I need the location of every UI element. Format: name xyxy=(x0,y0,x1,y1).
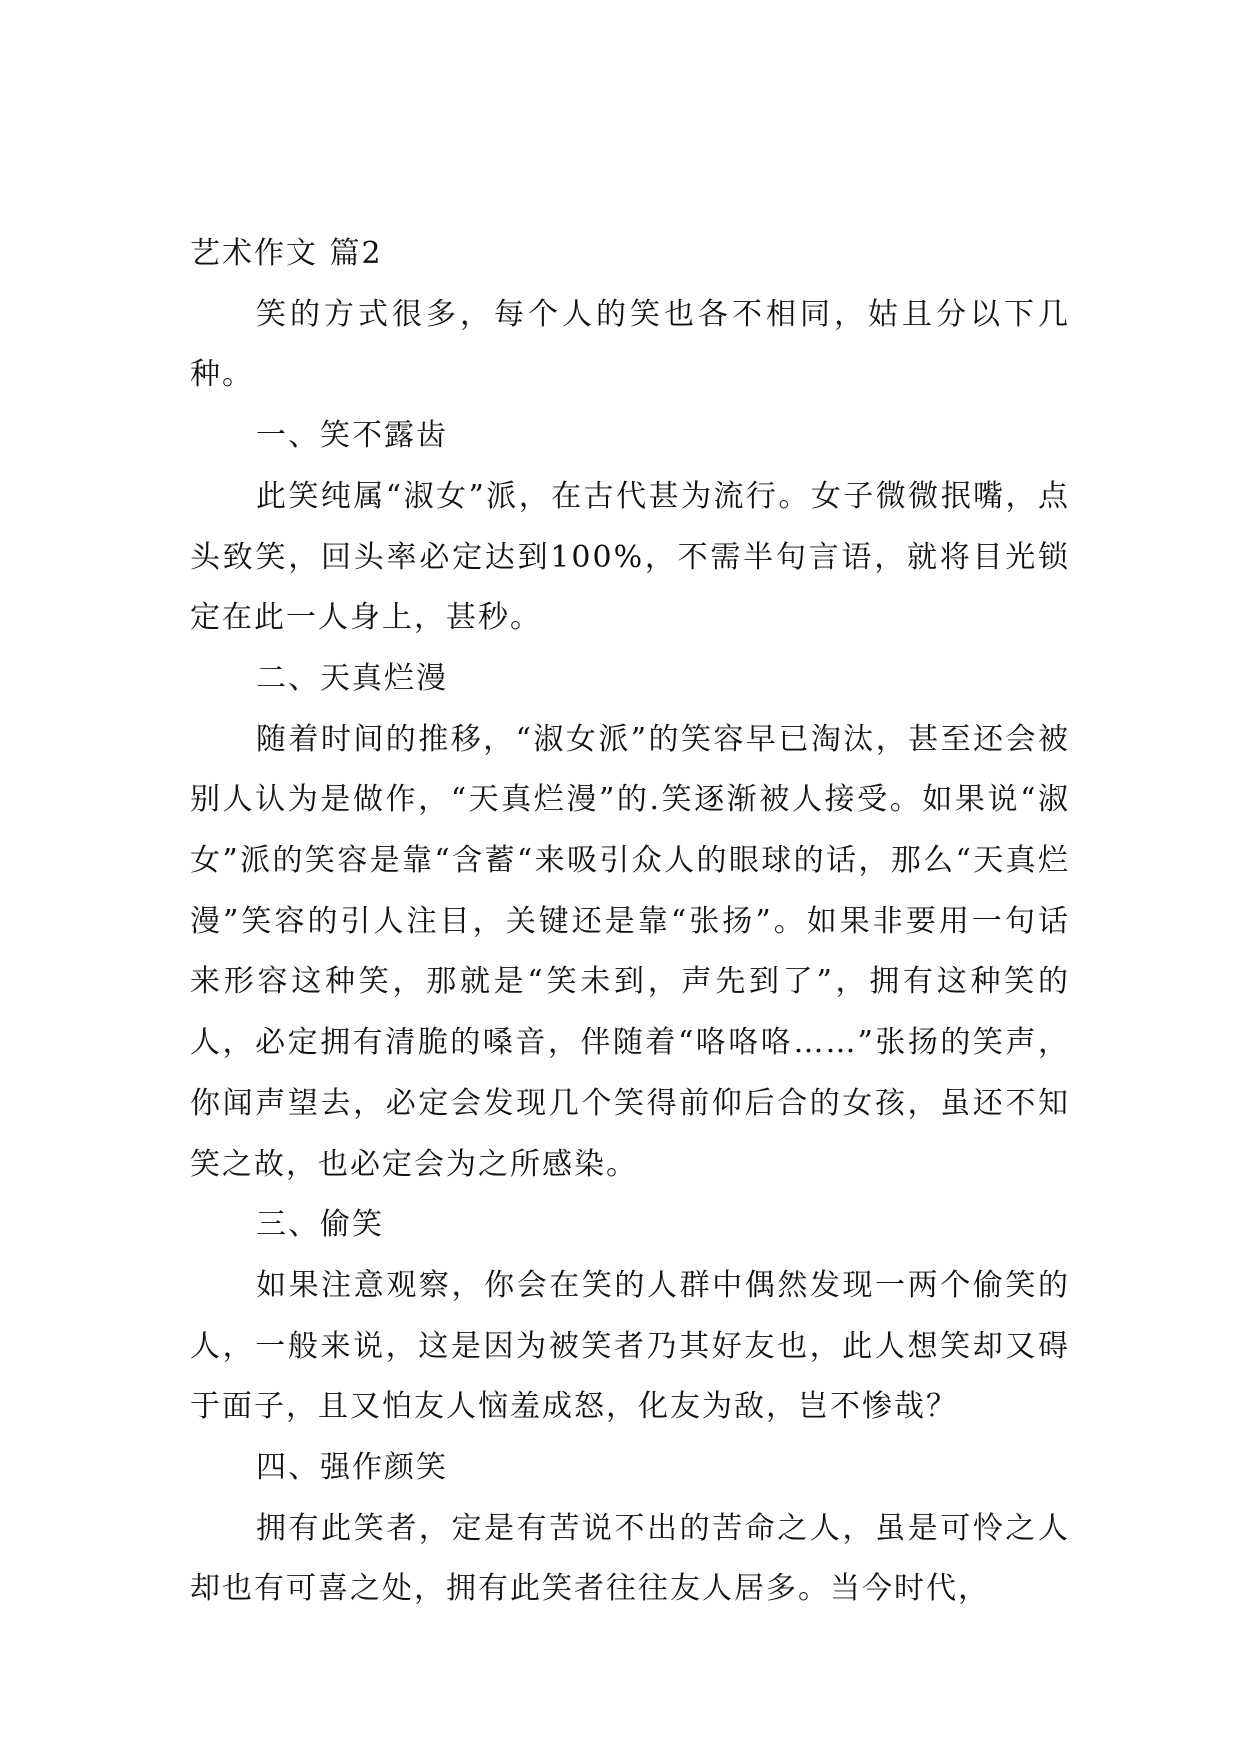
paragraph-section-3: 如果注意观察，你会在笑的人群中偶然发现一两个偷笑的人，一般来说，这是因为被笑者乃其好友也，此人想笑却又碍于面子，且又怕友人恼羞成怒，化友为敌，岂不惨哉？ xyxy=(190,1267,1070,1425)
paragraph-section-2: 随着时间的推移，“淑女派”的笑容早已淘汰，甚至还会被别人认为是做作，“天真烂漫”的.笑逐渐被人接受。如果说“淑女”派的笑容是靠“含蓄“来吸引众人的眼球的话，那么“天真烂漫”笑容的引人注目，关键还是靠“张扬”。如果非要用一句话来形容这种笑，那就是“笑未到，声先到了”，拥有这种笑的人，必定拥有清脆的嗓音，伴随着“咯咯咯……”张扬的笑声，你闻声望去，必定会发现几个笑得前仰后合的女孩，虽还不知笑之故，也必定会为之所感染。 xyxy=(190,721,1070,1182)
section-heading-3: 三、偷笑 xyxy=(256,1207,384,1243)
paragraph-section-1: 此笑纯属“淑女”派，在古代甚为流行。女子微微抿嘴，点头致笑，回头率必定达到100%，不需半句言语，就将目光锁定在此一人身上，甚秒。 xyxy=(190,478,1070,636)
section-heading-4: 四、强作颜笑 xyxy=(256,1450,448,1486)
paragraph-intro: 笑的方式很多，每个人的笑也各不相同，姑且分以下几种。 xyxy=(190,296,1070,393)
section-heading-1: 一、笑不露齿 xyxy=(256,418,448,454)
section-heading-2: 二、天真烂漫 xyxy=(256,660,448,696)
paragraph-section-4: 拥有此笑者，定是有苦说不出的苦命之人，虽是可怜之人却也有可喜之处，拥有此笑者往往友人居多。当今时代， xyxy=(190,1510,1070,1607)
document-title: 艺术作文 篇2 xyxy=(190,236,383,271)
document-body xyxy=(190,224,1070,1620)
